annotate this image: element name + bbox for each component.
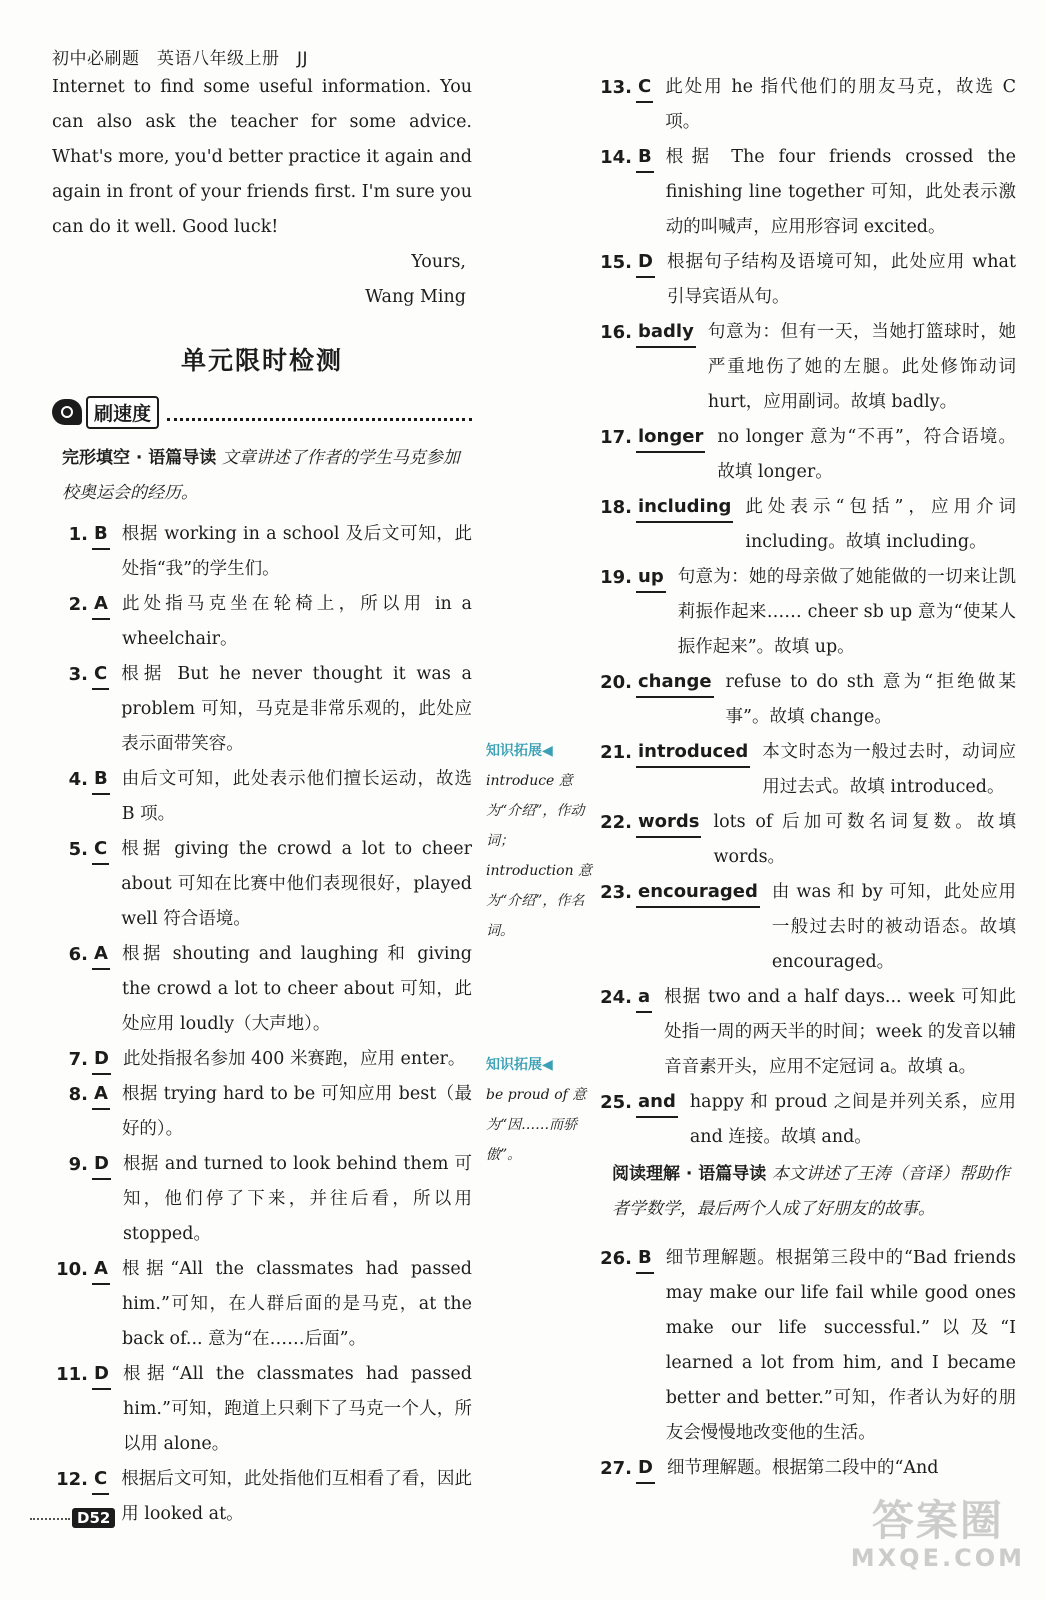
answer-item (52, 1147, 472, 1252)
answer-item (52, 1077, 472, 1147)
explanation-text: refuse to do sth 意为“拒绝做某事”。故填 change。 (725, 672, 1016, 727)
answer-list-reading (596, 1241, 1016, 1486)
answer-key: B (92, 767, 110, 795)
answer-item (596, 70, 1016, 140)
question-number: 18. (600, 497, 632, 518)
answer-item (52, 832, 472, 937)
question-number: 22. (600, 812, 632, 833)
explanation-text: 根据 shouting and laughing 和 giving the crowd a lot to cheer about 可知，此处应用 loudly（大声地）。 (121, 944, 472, 1034)
answer-key: A (92, 1082, 110, 1110)
answer-item (596, 140, 1016, 245)
answer-item (52, 1042, 472, 1077)
answer-list-left (52, 517, 472, 1532)
answer-item (52, 937, 472, 1042)
answer-key: badly (636, 320, 696, 348)
section-title: 单元限时检测 (180, 346, 343, 375)
answer-item (596, 315, 1016, 420)
answer-item (52, 657, 472, 762)
question-number: 23. (600, 882, 632, 903)
answer-item (596, 560, 1016, 665)
question-number: 6. (68, 944, 88, 965)
answer-key: D (636, 250, 655, 278)
explanation-text: 由 was 和 by 可知，此处应用一般过去时的被动语态。故填 encouraged。 (771, 882, 1016, 972)
watermark (851, 1498, 1025, 1572)
explanation-text: 此处用 he 指代他们的朋友马克，故选 C 项。 (665, 77, 1016, 132)
answer-item (52, 762, 472, 832)
explanation-text: 细节理解题。根据第二段中的“And (666, 1458, 939, 1478)
note-text: be proud of 意为“因……而骄傲”。 (486, 1087, 587, 1163)
answer-key: D (92, 1152, 111, 1180)
note-text: introduce 意为“介绍”，作动词；introduction 意为“介绍”，作名词。 (486, 773, 593, 939)
explanation-text: 根据“All the classmates had passed him.”可知，在人群后面的是马克，at the back of... 意为“在……后面”。 (121, 1259, 472, 1349)
answer-item (596, 1085, 1016, 1155)
reading-guide-text: 本文讲述了王涛（音译）帮助作者学数学，最后两个人成了好朋友的故事。 (612, 1164, 1010, 1219)
question-number: 8. (68, 1084, 88, 1105)
answer-item (52, 587, 472, 657)
left-column (52, 70, 472, 1532)
explanation-text: 根据 giving the crowd a lot to cheer about 可知在比赛中他们表现很好，played well 符合语境。 (121, 839, 472, 929)
explanation-text: 细节理解题。根据第三段中的“Bad friends may make our life fail while good ones make our life successful.”以及“I learned a lot from him, and I became better and better.”可知，作者认为好的朋友会慢慢地改变他的生活。 (665, 1248, 1016, 1443)
explanation-text: 由后文可知，此处表示他们擅长运动，故选 B 项。 (121, 769, 472, 824)
explanation-text: 根据 But he never thought it was a problem 可知，马克是非常乐观的，此处应表示面带笑容。 (121, 664, 472, 754)
page-dots (30, 1518, 70, 1520)
explanation-text: 根据“All the classmates had passed him.”可知，跑道上只剩下了马克一个人，所以用 alone。 (122, 1364, 472, 1454)
reading-guide (612, 1157, 1016, 1227)
question-number: 25. (600, 1092, 632, 1113)
question-number: 7. (68, 1049, 88, 1070)
answer-key: D (636, 1456, 655, 1484)
answer-item (52, 1357, 472, 1462)
question-number: 27. (600, 1458, 632, 1479)
answer-key: and (636, 1090, 678, 1118)
question-number: 24. (600, 987, 632, 1008)
answer-item (596, 875, 1016, 980)
explanation-text: 根据 two and a half days... week 可知此处指一周的两天半的时间；week 的发音以辅音音素开头，应用不定冠词 a。故填 a。 (664, 987, 1016, 1077)
answer-item (596, 980, 1016, 1085)
explanation-text: 句意为：但有一天，当她打篮球时，她严重地伤了她的左腿。此处修饰动词 hurt，应用副词。故填 badly。 (707, 322, 1016, 412)
explanation-text: happy 和 proud 之间是并列关系，应用 and 连接。故填 and。 (689, 1092, 1016, 1147)
knowledge-note (486, 1050, 596, 1170)
explanation-text: 此处指报名参加 400 米赛跑，应用 enter。 (122, 1049, 466, 1069)
answer-key: D (92, 1047, 111, 1075)
note-tag: 知识拓展◀ (486, 743, 553, 759)
letter-body: Internet to find some useful information. You can also ask the teacher for some advice. What's more, you'd better practice it again and again in front of your friends first. I'm sure you can do it well. Good luck! (52, 77, 472, 237)
answer-key: C (92, 1467, 109, 1495)
answer-key: encouraged (636, 880, 760, 908)
answer-item (596, 490, 1016, 560)
answer-key: B (636, 1246, 654, 1274)
question-number: 16. (600, 322, 632, 343)
explanation-text: lots of 后加可数名词复数。故填 words。 (713, 812, 1016, 867)
stopwatch-icon (52, 399, 82, 425)
cloze-guide-text: 文章讲述了作者的学生马克参加校奥运会的经历。 (62, 448, 460, 503)
answer-key: C (92, 662, 109, 690)
question-number: 3. (68, 664, 88, 685)
answer-key: longer (636, 425, 705, 453)
question-number: 4. (68, 769, 88, 790)
answer-item (596, 1241, 1016, 1451)
answer-item (596, 1451, 1016, 1486)
answer-key: D (92, 1362, 111, 1390)
answer-list-right (596, 70, 1016, 1155)
page-header: 初中必刷题 英语八年级上册 JJ (52, 49, 309, 69)
explanation-text: 根据 The four friends crossed the finishing line together 可知，此处表示激动的叫喊声，应用形容词 excited。 (665, 147, 1016, 237)
answer-item (52, 517, 472, 587)
watermark-line1: 答案圈 (871, 1496, 1004, 1545)
watermark-line2: MXQE.COM (850, 1544, 1025, 1572)
answer-key: introduced (636, 740, 750, 768)
question-number: 9. (68, 1154, 88, 1175)
explanation-text: 本文时态为一般过去时，动词应用过去式。故填 introduced。 (762, 742, 1016, 797)
explanation-text: 此处表示“包括”，应用介词 including。故填 including。 (745, 497, 1016, 552)
explanation-text: no longer 意为“不再”，符合语境。故填 longer。 (717, 427, 1016, 482)
letter-signature: Wang Ming (365, 287, 466, 307)
answer-item (596, 245, 1016, 315)
question-number: 10. (56, 1259, 88, 1280)
question-number: 11. (56, 1364, 88, 1385)
answer-key: A (92, 942, 110, 970)
note-tag: 知识拓展◀ (486, 1057, 553, 1073)
answer-key: C (92, 837, 109, 865)
page-number: D52 (72, 1508, 115, 1528)
answer-key: B (92, 522, 110, 550)
answer-item (52, 1252, 472, 1357)
question-number: 12. (56, 1469, 88, 1490)
answer-key: up (636, 565, 666, 593)
question-number: 21. (600, 742, 632, 763)
answer-item (596, 805, 1016, 875)
letter-closing: Yours, (411, 252, 466, 272)
right-column (596, 70, 1016, 1486)
explanation-text: 根据句子结构及语境可知，此处应用 what 引导宾语从句。 (666, 252, 1016, 307)
explanation-text: 根据 working in a school 及后文可知，此处指“我”的学生们。 (121, 524, 472, 579)
explanation-text: 根据 and turned to look behind them 可知，他们停了下来，并往后看，所以用 stopped。 (122, 1154, 472, 1244)
question-number: 19. (600, 567, 632, 588)
speed-section-bar (52, 397, 472, 427)
answer-key: B (636, 145, 654, 173)
question-number: 5. (68, 839, 88, 860)
answer-key: A (92, 1257, 110, 1285)
question-number: 15. (600, 252, 632, 273)
question-number: 20. (600, 672, 632, 693)
knowledge-note (486, 736, 596, 946)
dotted-divider (167, 404, 472, 421)
cloze-guide (62, 441, 472, 511)
explanation-text: 根据 trying hard to be 可知应用 best（最好的）。 (121, 1084, 472, 1139)
cloze-guide-title: 完形填空 · 语篇导读 (62, 448, 217, 468)
answer-key: C (636, 75, 653, 103)
question-number: 1. (68, 524, 88, 545)
question-number: 2. (68, 594, 88, 615)
question-number: 14. (600, 147, 632, 168)
answer-key: a (636, 985, 652, 1013)
answer-item (596, 420, 1016, 490)
question-number: 17. (600, 427, 632, 448)
speed-label: 刷速度 (86, 396, 159, 429)
answer-key: change (636, 670, 714, 698)
answer-key: words (636, 810, 701, 838)
explanation-text: 根据后文可知，此处指他们互相看了看，因此用 looked at。 (121, 1469, 472, 1524)
explanation-text: 此处指马克坐在轮椅上，所以用 in a wheelchair。 (121, 594, 472, 649)
answer-item (596, 735, 1016, 805)
question-number: 26. (600, 1248, 632, 1269)
reading-guide-title: 阅读理解 · 语篇导读 (612, 1164, 767, 1184)
answer-key: including (636, 495, 733, 523)
answer-item (596, 665, 1016, 735)
question-number: 13. (600, 77, 632, 98)
answer-key: A (92, 592, 110, 620)
explanation-text: 句意为：她的母亲做了她能做的一切来让凯莉振作起来…… cheer sb up 意为“使某人振作起来”。故填 up。 (677, 567, 1016, 657)
